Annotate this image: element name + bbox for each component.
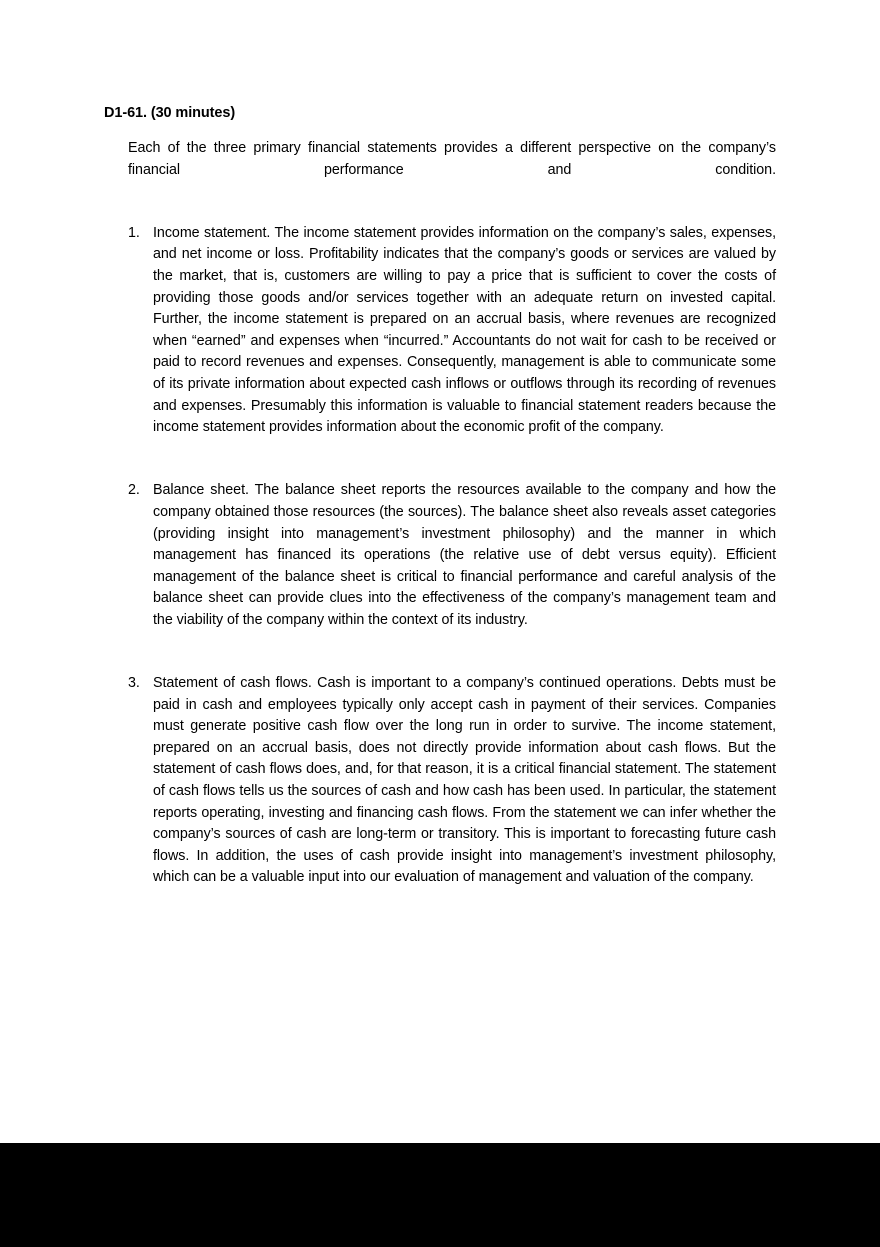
list-item-marker: 2. [128,482,140,499]
list-item-text: Statement of cash flows. Cash is important to a company’s continued operations. Debts must be paid in cash and employees typically only accept cash in payment of their services. Companies must generate positive cash flow over the long run in order to survive. The income statement, prepared on an accrual basis, does not directly provide information about cash flows. But the statement of cash flows does, and, for that reason, it is a critical financial statement. The statement of cash flows tells us the sources of cash and how cash has been used. In particular, the statement reports operating, investing and financing cash flows. From the statement we can infer whether the company’s sources of cash are long-term or transitory. This is important to forecasting future cash flows. In addition, the uses of cash provide insight into management’s investment philosophy, which can be a valuable input into our evaluation of management and valuation of the company. [153,675,776,886]
statement-list [104,223,776,911]
list-item-text: Balance sheet. The balance sheet reports the resources available to the company and how the company obtained those resources (the sources). The balance sheet also reveals asset categories (providing insight into management’s investment philosophy) and the manner in which management has financed its operations (the relative use of debt versus equity). Efficient management of the balance sheet is critical to financial performance and careful analysis of the balance sheet can provide clues into the effectiveness of the company’s management team and the viability of the company within the context of its industry. [153,482,776,628]
intro-paragraph: Each of the three primary financial statements provides a different perspective on the company’s financial performance and condition. [128,140,776,178]
list-item-marker: 1. [128,224,140,241]
exercise-heading: D1-61. (30 minutes) [104,105,236,121]
list-item [104,673,776,911]
document-content [104,103,776,911]
list-item [104,480,776,653]
list-item-text: Income statement. The income statement provides information on the company’s sales, expenses, and net income or loss. Profitability indicates that the company’s goods or services are valued by the market, that is, customers are willing to pay a price that is sufficient to cover the costs of providing those goods and/or services together with an adequate return on invested capital. Further, the income statement is prepared on an accrual basis, where revenues are recognized when “earned” and expenses when “incurred.” Accountants do not wait for cash to be received or paid to record revenues and expenses. Consequently, management is able to communicate some of its private information about expected cash inflows or outflows through its recording of revenues and expenses. Presumably this information is valuable to financial statement readers because the income statement provides information about the economic profit of the company. [153,224,776,436]
list-item-marker: 3. [128,675,140,692]
list-item [104,223,776,461]
bottom-black-band [0,1143,880,1247]
